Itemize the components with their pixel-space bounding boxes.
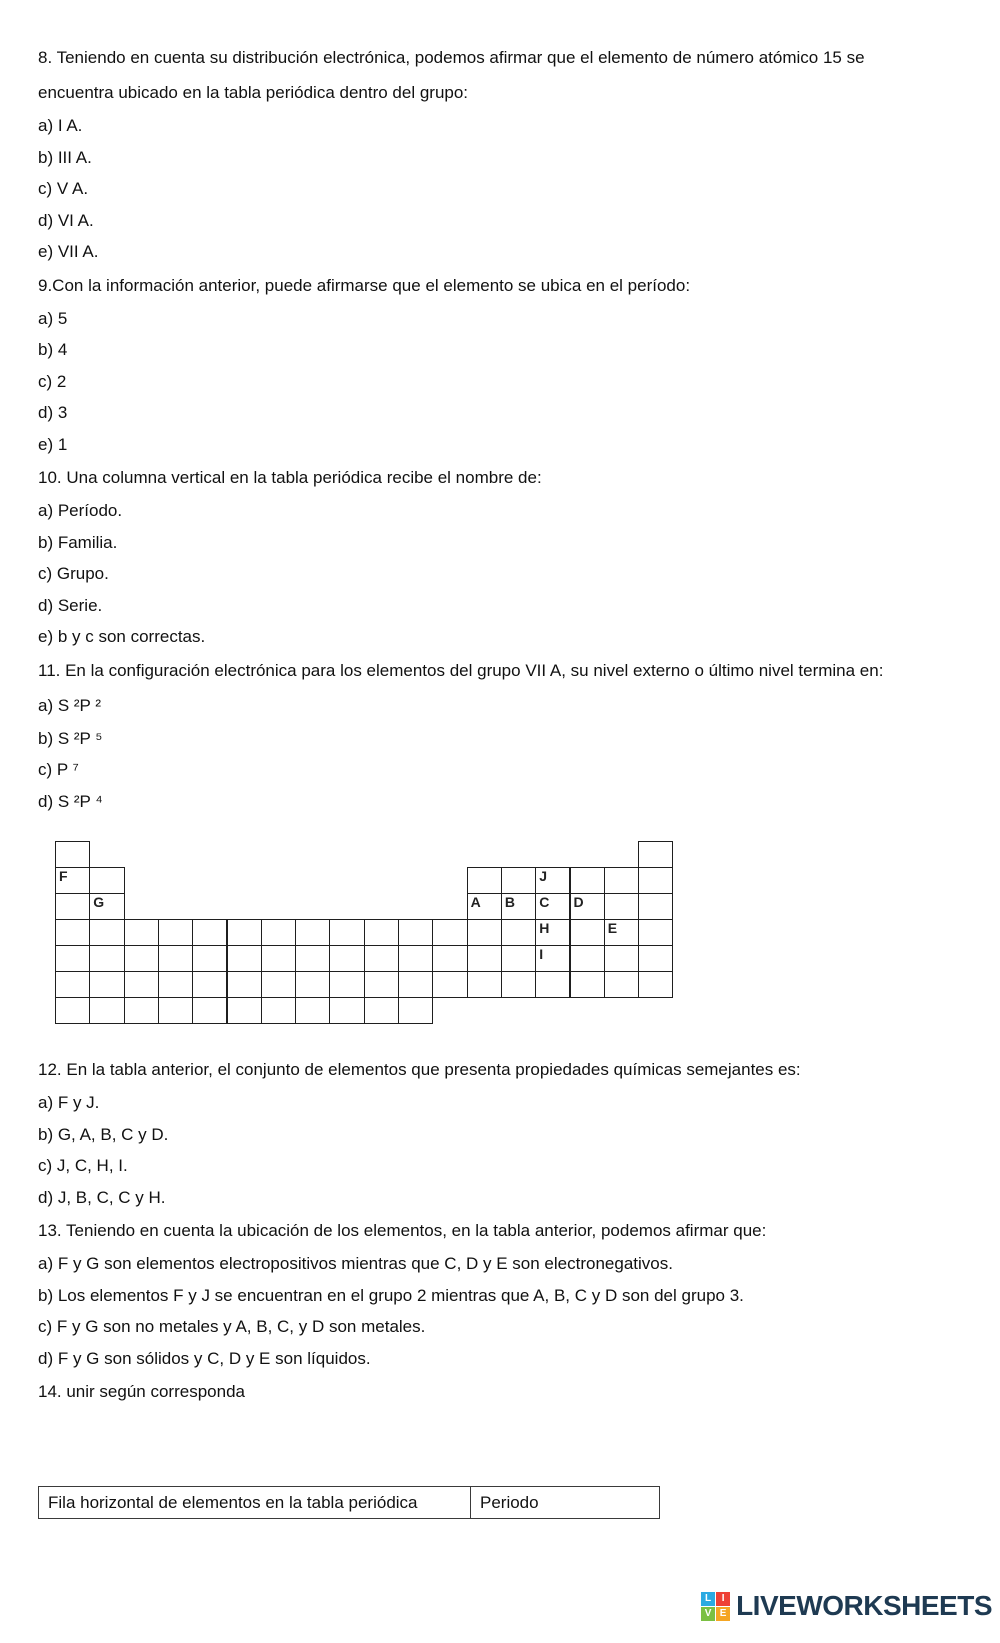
- periodic-table-cell: [604, 971, 639, 998]
- question-block: [38, 1052, 920, 1213]
- periodic-table-cell: [398, 997, 433, 1024]
- periodic-table-cell: [227, 997, 262, 1024]
- answer-option[interactable]: a) F y G son elementos electropositivos mientras que C, D y E son electronegativos.: [38, 1254, 673, 1273]
- periodic-table-cell: [329, 919, 364, 946]
- periodic-table-cell: [158, 945, 193, 972]
- answer-option[interactable]: c) F y G son no metales y A, B, C, y D son metales.: [38, 1317, 426, 1336]
- periodic-table-cell: [55, 841, 90, 868]
- logo-square-E: E: [716, 1607, 730, 1621]
- periodic-table-cell: [295, 997, 330, 1024]
- periodic-table-cell: [124, 971, 159, 998]
- periodic-table-cell: [638, 867, 673, 894]
- periodic-table-cell: [329, 971, 364, 998]
- periodic-table-cell: [192, 971, 227, 998]
- match-cell-periodo[interactable]: Periodo: [480, 1493, 539, 1512]
- periodic-table-cell: [55, 893, 90, 920]
- periodic-table-cell: [261, 945, 296, 972]
- periodic-table-cell: [604, 867, 639, 894]
- periodic-table-cell: [432, 945, 467, 972]
- periodic-table-cell: [432, 919, 467, 946]
- questions-top-list: [38, 40, 920, 817]
- question-block: [38, 653, 920, 818]
- question-block: [38, 1213, 920, 1374]
- periodic-table-diagram: [55, 841, 673, 1024]
- logo-square-L: L: [701, 1592, 715, 1606]
- question-text: 12. En la tabla anterior, el conjunto de elementos que presenta propiedades químicas semejantes es:: [38, 1060, 801, 1079]
- periodic-table-cell: [89, 919, 124, 946]
- periodic-table-cell: [124, 919, 159, 946]
- answer-option[interactable]: d) F y G son sólidos y C, D y E son líquidos.: [38, 1348, 371, 1368]
- answer-option[interactable]: b) 4: [38, 340, 68, 359]
- periodic-table-cell-H: H: [535, 919, 570, 946]
- answer-option[interactable]: d) J, B, C, C y H.: [38, 1187, 166, 1207]
- periodic-table-cell: [364, 919, 399, 946]
- answer-option[interactable]: e) 1: [38, 434, 68, 454]
- periodic-table-cell: [55, 971, 90, 998]
- question-block: [38, 460, 920, 653]
- periodic-table-cell: [124, 945, 159, 972]
- periodic-table-cell: [89, 867, 124, 894]
- answer-option[interactable]: d) 3: [38, 403, 68, 422]
- periodic-table-cell: [467, 971, 502, 998]
- periodic-table-cell: [604, 945, 639, 972]
- liveworksheets-brand-text: LIVEWORKSHEETS: [736, 1590, 992, 1621]
- answer-option[interactable]: c) Grupo.: [38, 564, 109, 583]
- periodic-table-cell: [398, 971, 433, 998]
- answer-option[interactable]: d) S ²P ⁴: [38, 791, 103, 811]
- questions-bottom-list: [38, 1052, 920, 1409]
- periodic-table-cell: [364, 997, 399, 1024]
- periodic-table-cell: [570, 971, 605, 998]
- periodic-table-cell: [89, 997, 124, 1024]
- periodic-table-cell: [501, 971, 536, 998]
- periodic-table-cell: [329, 997, 364, 1024]
- periodic-table-cell: [55, 919, 90, 946]
- question-block: [38, 40, 920, 268]
- periodic-table-cell: [638, 919, 673, 946]
- periodic-table-cell: [261, 997, 296, 1024]
- periodic-table-cell: [227, 945, 262, 972]
- answer-option[interactable]: b) III A.: [38, 147, 92, 167]
- periodic-table-cell: [295, 971, 330, 998]
- periodic-table-cell: [227, 971, 262, 998]
- periodic-table-cell: [295, 919, 330, 946]
- periodic-table-cell: [398, 919, 433, 946]
- liveworksheets-grid-icon: [701, 1592, 730, 1621]
- question-block: [38, 268, 920, 461]
- periodic-table-cell-F: F: [55, 867, 90, 894]
- periodic-table-cell: [570, 919, 605, 946]
- periodic-table-cell: [261, 971, 296, 998]
- footer: [701, 1590, 992, 1622]
- periodic-table-cell: [501, 945, 536, 972]
- periodic-table-cell: [261, 919, 296, 946]
- periodic-table-cell: [638, 841, 673, 868]
- periodic-table-cell: [638, 945, 673, 972]
- periodic-table-cell: [364, 945, 399, 972]
- periodic-table-cell-J: J: [535, 867, 570, 894]
- periodic-table-cell: [192, 919, 227, 946]
- periodic-table-cell: [501, 867, 536, 894]
- periodic-table-cell: [638, 893, 673, 920]
- periodic-table-cell: [432, 971, 467, 998]
- answer-option[interactable]: c) 2: [38, 371, 67, 391]
- periodic-table-cell: [55, 945, 90, 972]
- answer-option[interactable]: a) I A.: [38, 116, 83, 135]
- periodic-table-cell: [158, 919, 193, 946]
- periodic-table-cell: [364, 971, 399, 998]
- match-table: [38, 1486, 660, 1519]
- periodic-table-cell: [158, 971, 193, 998]
- periodic-table-cell-I: I: [535, 945, 570, 972]
- answer-option[interactable]: a) 5: [38, 308, 68, 328]
- question-text: 13. Teniendo en cuenta la ubicación de los elementos, en la tabla anterior, podemos afirmar que:: [38, 1221, 767, 1240]
- periodic-table-cell: [55, 997, 90, 1024]
- periodic-table-cell: [467, 867, 502, 894]
- periodic-table-cell-G: G: [89, 893, 124, 920]
- periodic-table-cell: [89, 971, 124, 998]
- periodic-table-cell: [467, 945, 502, 972]
- periodic-table-cell: [398, 945, 433, 972]
- periodic-table-cell: [192, 997, 227, 1024]
- periodic-table-cell-A: A: [467, 893, 502, 920]
- question-text: 8. Teniendo en cuenta su distribución electrónica, podemos afirmar que el elemento de número atómico 15 se encuentra ubicado en la tabla periódica dentro del grupo:: [38, 48, 865, 102]
- periodic-table-cell: [192, 945, 227, 972]
- periodic-table-cell: [467, 919, 502, 946]
- periodic-table-cell: [501, 919, 536, 946]
- question-text: 10. Una columna vertical en la tabla periódica recibe el nombre de:: [38, 468, 542, 487]
- answer-option[interactable]: b) Los elementos F y J se encuentran en el grupo 2 mientras que A, B, C y D son del grupo 3.: [38, 1285, 744, 1305]
- periodic-table-cell: [604, 893, 639, 920]
- answer-option[interactable]: b) G, A, B, C y D.: [38, 1124, 169, 1144]
- periodic-table-cell: [570, 867, 605, 894]
- question-text: 11. En la configuración electrónica para los elementos del grupo VII A, su nivel externo o último nivel termina en: a) S ²P ²: [38, 660, 884, 715]
- match-cell-fila-horizontal[interactable]: Fila horizontal de elementos en la tabla periódica: [39, 1487, 471, 1518]
- periodic-table-cell: [570, 945, 605, 972]
- answer-option[interactable]: c) J, C, H, I.: [38, 1156, 128, 1175]
- periodic-table-cell-B: B: [501, 893, 536, 920]
- answer-option[interactable]: b) S ²P ⁵: [38, 728, 103, 748]
- answer-option[interactable]: c) P ⁷: [38, 760, 79, 779]
- question-text: 14. unir según corresponda: [38, 1382, 245, 1401]
- answer-option[interactable]: e) VII A.: [38, 242, 99, 261]
- periodic-table-cell-E: E: [604, 919, 639, 946]
- periodic-table-cell: [89, 945, 124, 972]
- periodic-table-cell: [227, 919, 262, 946]
- periodic-table-cell-D: D: [570, 893, 605, 920]
- periodic-table-cell: [124, 997, 159, 1024]
- periodic-table-cell: [158, 997, 193, 1024]
- question-block: [38, 1374, 920, 1409]
- answer-option[interactable]: a) F y J.: [38, 1093, 100, 1112]
- periodic-table-cell: [329, 945, 364, 972]
- periodic-table-cell: [638, 971, 673, 998]
- liveworksheets-logo[interactable]: [701, 1590, 992, 1622]
- logo-square-V: V: [701, 1607, 715, 1621]
- answer-option[interactable]: b) Familia.: [38, 532, 118, 552]
- answer-option[interactable]: d) VI A.: [38, 210, 94, 230]
- answer-option[interactable]: c) V A.: [38, 179, 89, 198]
- periodic-table-cell-C: C: [535, 893, 570, 920]
- periodic-table-cell: [535, 971, 570, 998]
- periodic-table-cell: [295, 945, 330, 972]
- answer-option[interactable]: e) b y c son correctas.: [38, 627, 206, 646]
- question-text: 9.Con la información anterior, puede afirmarse que el elemento se ubica en el período:: [38, 275, 691, 295]
- answer-option[interactable]: a) Período.: [38, 501, 123, 520]
- logo-square-I: I: [716, 1592, 730, 1606]
- answer-option[interactable]: d) Serie.: [38, 595, 103, 615]
